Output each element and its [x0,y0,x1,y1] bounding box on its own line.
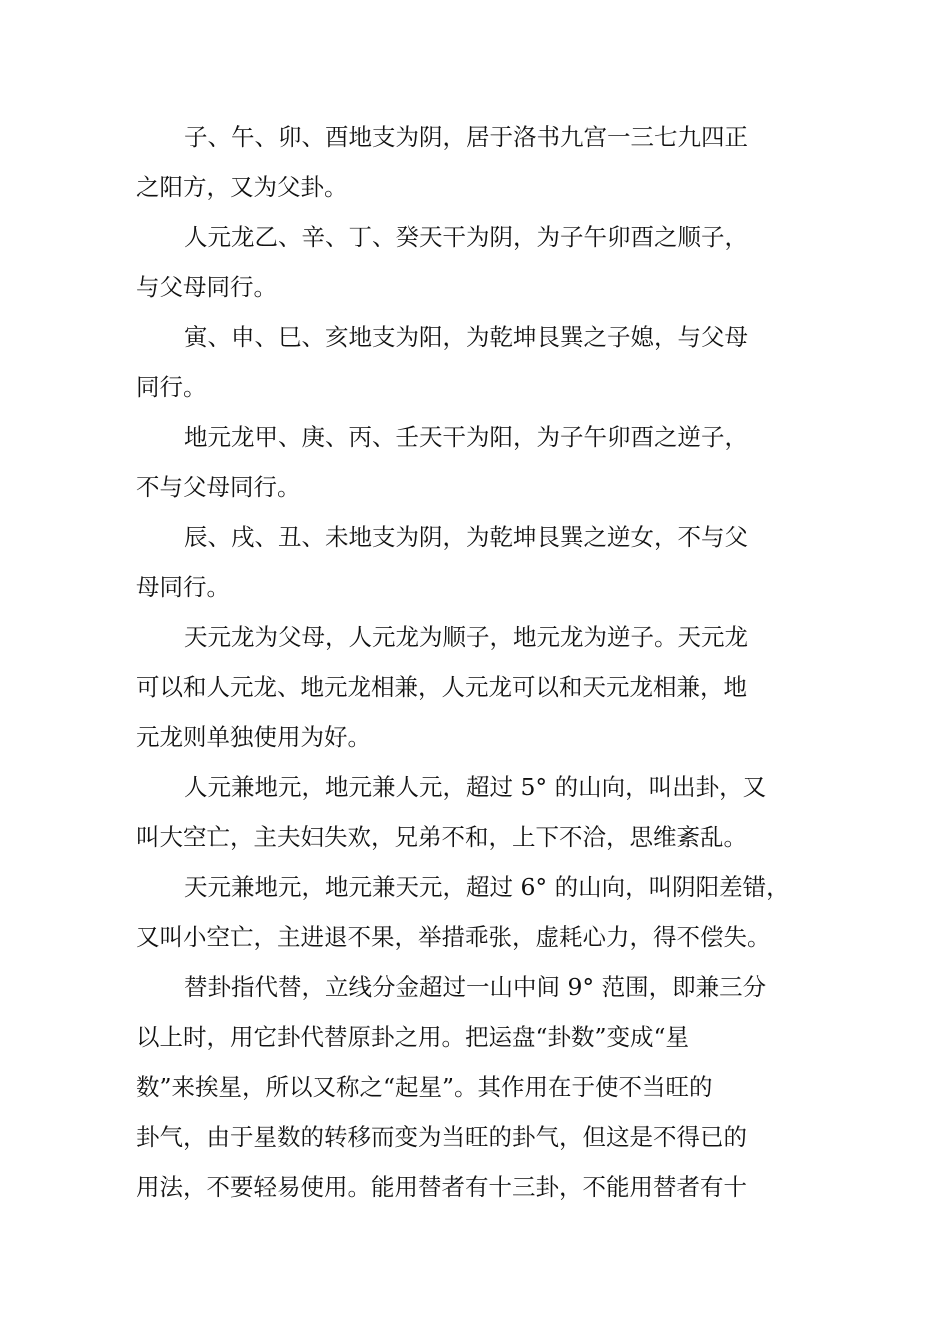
paragraph [136,112,836,212]
text-line: 不与父母同行。 [136,473,301,501]
paragraph [136,762,836,862]
text-line: 地元龙甲、庚、丙、壬天干为阳，为子午卯酉之逆子， [184,423,748,451]
text-line: 之阳方，又为父卦。 [136,173,348,201]
text-line: 元龙则单独使用为好。 [136,723,371,751]
text-line: 与父母同行。 [136,273,277,301]
text-line: 又叫小空亡，主进退不果，举措乖张，虚耗心力，得不偿失。 [136,923,771,951]
text-line: 用法，不要轻易使用。能用替者有十三卦，不能用替者有十 [136,1173,747,1201]
text-line: 天元龙为父母，人元龙为顺子，地元龙为逆子。天元龙 [184,623,748,651]
text-line: 天元兼地元，地元兼天元，超过 6° 的山向，叫阴阳差错， [184,873,790,901]
text-line: 寅、申、巳、亥地支为阳，为乾坤艮巽之子媳，与父母 [184,323,748,351]
text-line: 辰、戌、丑、未地支为阴，为乾坤艮巽之逆女，不与父 [184,523,748,551]
text-line: 数”来挨星，所以又称之“起星”。其作用在于使不当旺的 [136,1073,713,1101]
text-line: 人元龙乙、辛、丁、癸天干为阴，为子午卯酉之顺子， [184,223,748,251]
text-line: 叫大空亡，主夫妇失欢，兄弟不和，上下不洽，思维紊乱。 [136,823,747,851]
text-line: 以上时，用它卦代替原卦之用。把运盘“卦数”变成“星 [136,1023,690,1051]
text-line: 子、午、卯、酉地支为阴，居于洛书九宫一三七九四正 [184,123,748,151]
text-line: 同行。 [136,373,207,401]
text-line: 人元兼地元，地元兼人元，超过 5° 的山向，叫出卦，又 [184,773,767,801]
paragraph [136,212,836,312]
paragraph [136,312,836,412]
paragraph [136,612,836,762]
text-line: 可以和人元龙、地元龙相兼，人元龙可以和天元龙相兼，地 [136,673,747,701]
paragraph [136,862,836,962]
text-line: 替卦指代替，立线分金超过一山中间 9° 范围，即兼三分 [184,973,767,1001]
text-line: 卦气，由于星数的转移而变为当旺的卦气，但这是不得已的 [136,1123,747,1151]
paragraph [136,412,836,512]
paragraph [136,512,836,612]
document-body [136,112,836,1212]
paragraph [136,962,836,1212]
text-line: 母同行。 [136,573,230,601]
